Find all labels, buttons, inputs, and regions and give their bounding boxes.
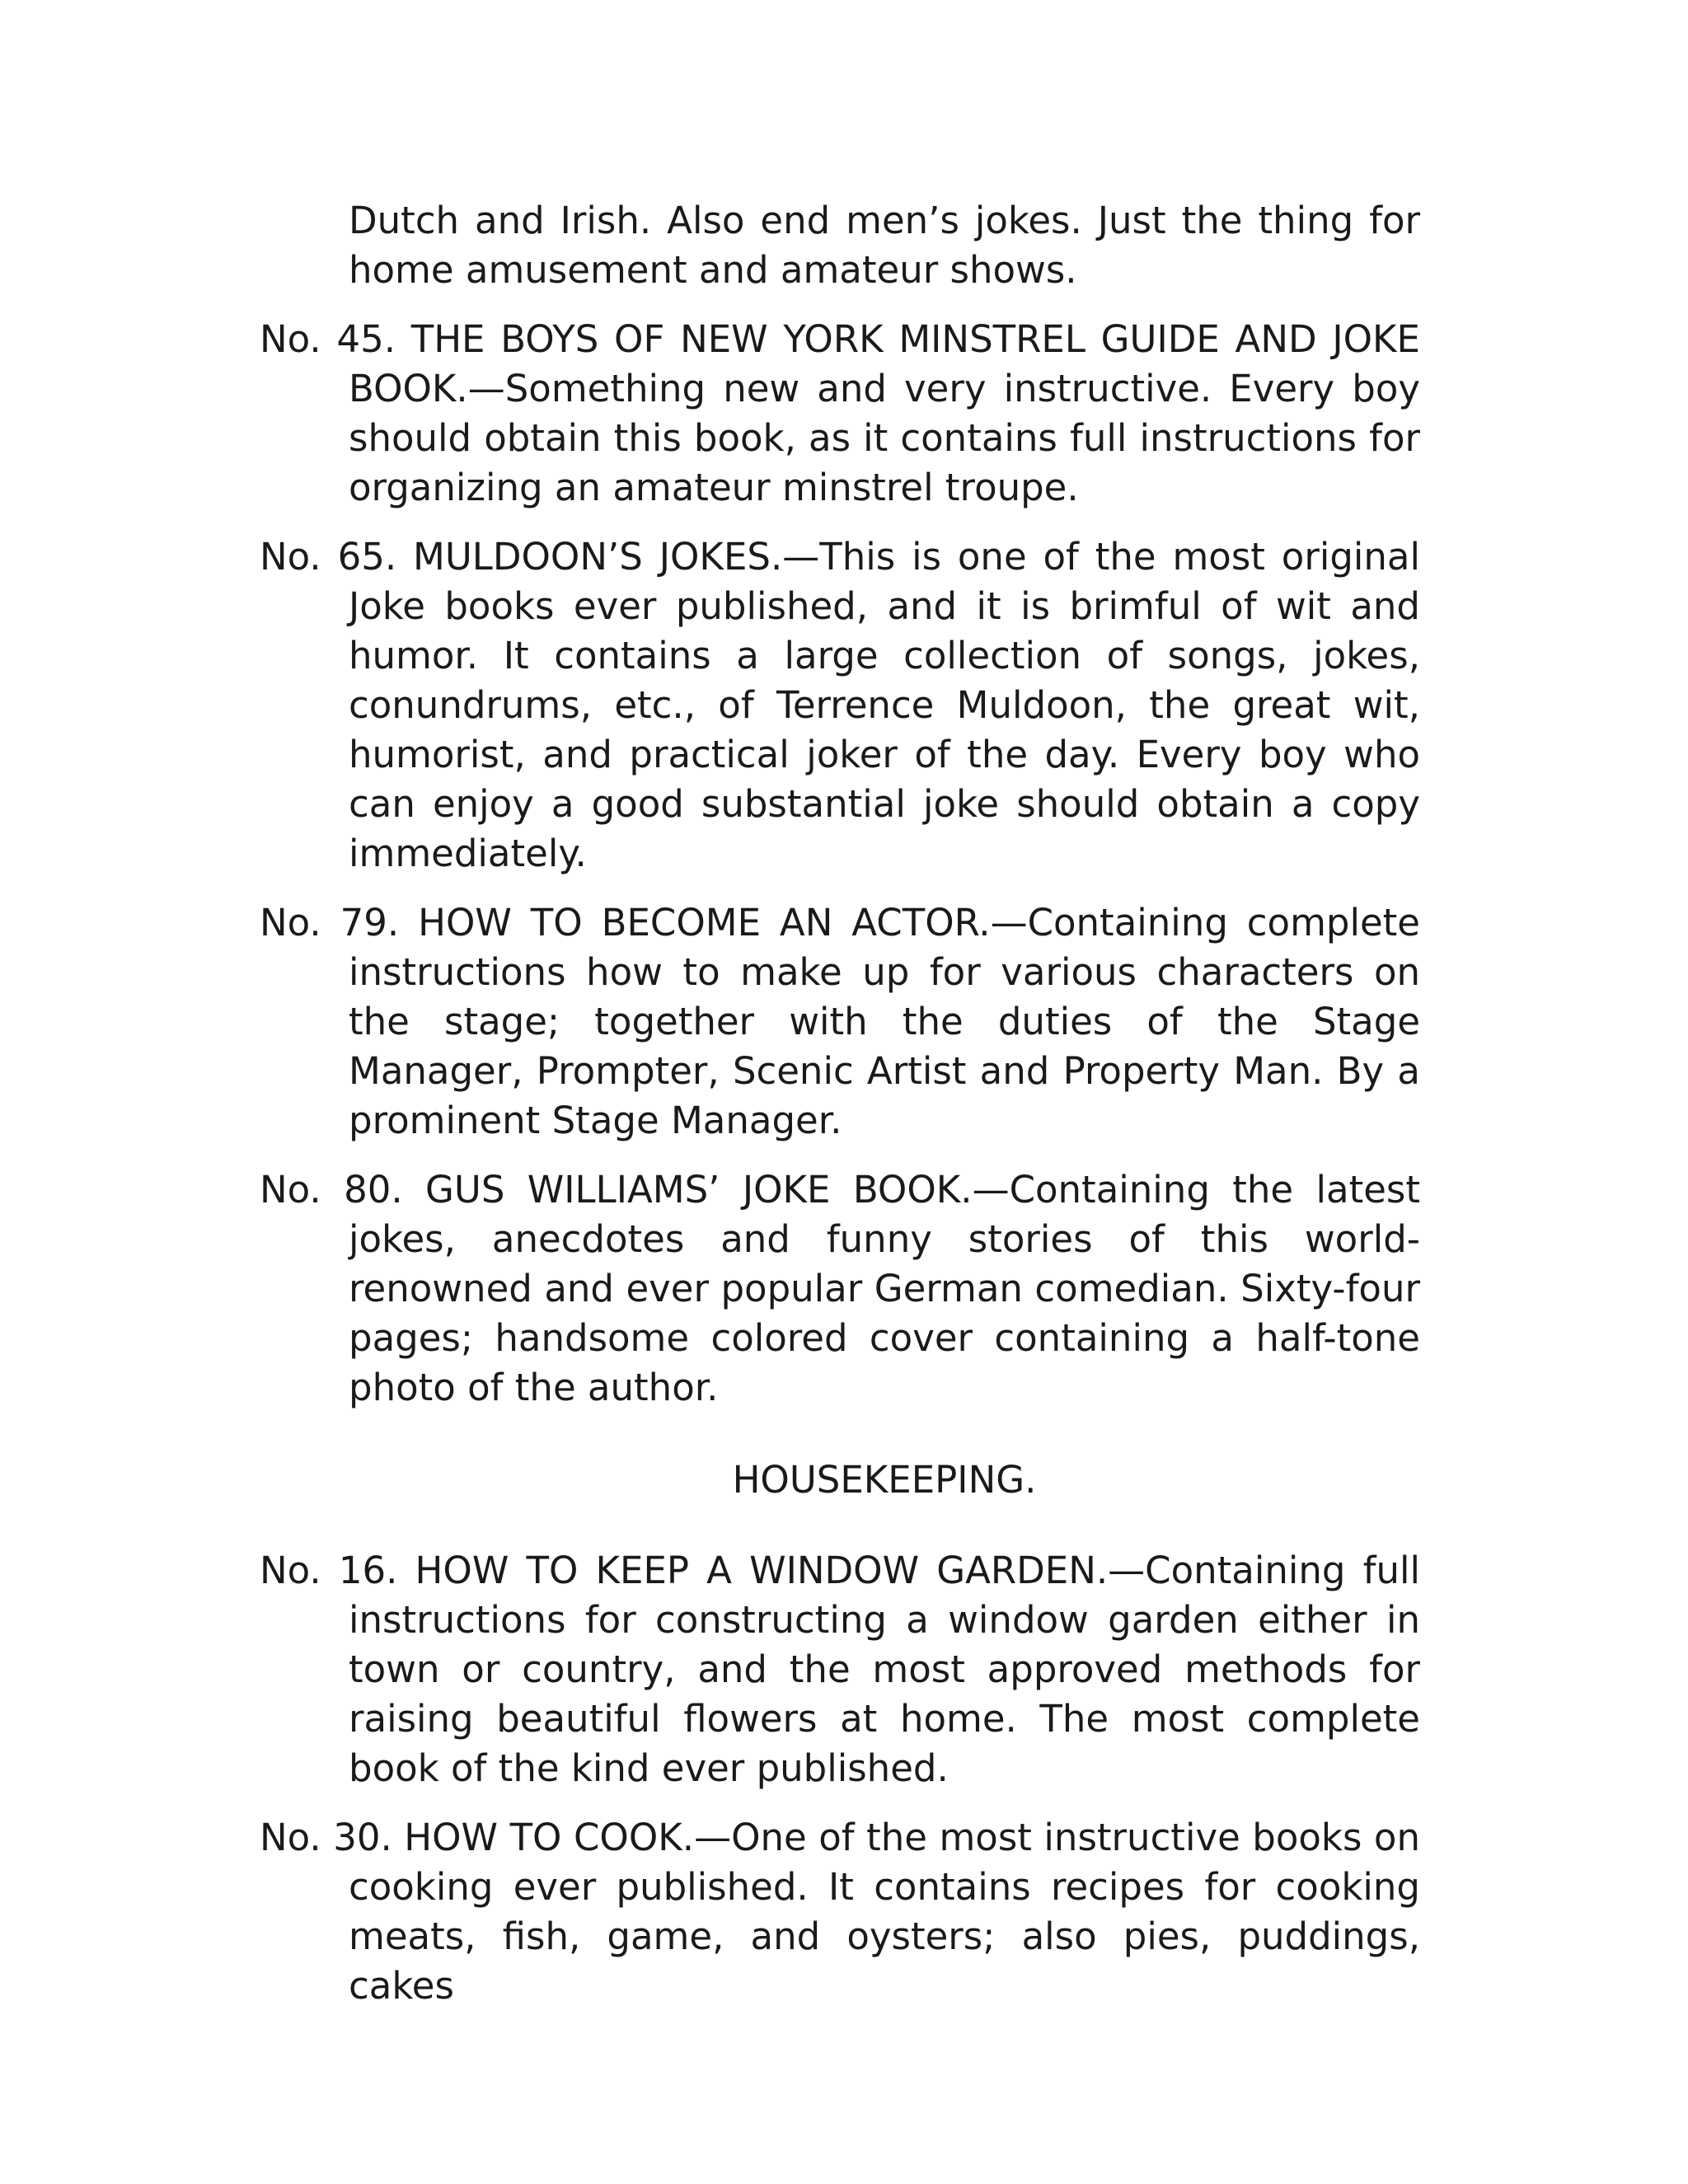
- book-entry-no-45: No. 45. THE BOYS OF NEW YORK MINSTREL GUIDE AND JOKE BOOK.—Something new and very instructive. Every boy should obtain this book, as it contains full instructions for organizing an amateur minstrel troupe.: [260, 317, 1420, 509]
- book-entry-no-16: No. 16. HOW TO KEEP A WINDOW GARDEN.—Containing full instructions for constructing a window garden either in town or country, and the most approved methods for raising beautiful flowers at home. The most complete book of the kind ever published.: [260, 1549, 1420, 1790]
- page-body: [260, 196, 1420, 2031]
- book-entry-no-80: No. 80. GUS WILLIAMS’ JOKE BOOK.—Containing the latest jokes, anecdotes and funny stories of this world-renowned and ever popular German comedian. Sixty-four pages; handsome colored cover containing a half-tone photo of the author.: [260, 1168, 1420, 1409]
- section-heading: HOUSEKEEPING.: [732, 1458, 1037, 1502]
- book-entry-no-30: No. 30. HOW TO COOK.—One of the most instructive books on cooking ever published. It contains recipes for cooking meats, fish, game, and oysters; also pies, puddings, cakes: [260, 1816, 1420, 2008]
- book-entry-no-65: No. 65. MULDOON’S JOKES.—This is one of the most original Joke books ever published, and it is brimful of wit and humor. It contains a large collection of songs, jokes, conundrums, etc., of Terrence Muldoon, the great wit, humorist, and practical joker of the day. Every boy who can enjoy a good substantial joke should obtain a copy immediately.: [260, 535, 1420, 875]
- continued-paragraph: Dutch and Irish. Also end men’s jokes. Just the thing for home amusement and amateur shows.: [349, 199, 1420, 292]
- book-entry-no-79: No. 79. HOW TO BECOME AN ACTOR.—Containing complete instructions how to make up for various characters on the stage; together with the duties of the Stage Manager, Prompter, Scenic Artist and Property Man. By a prominent Stage Manager.: [260, 901, 1420, 1142]
